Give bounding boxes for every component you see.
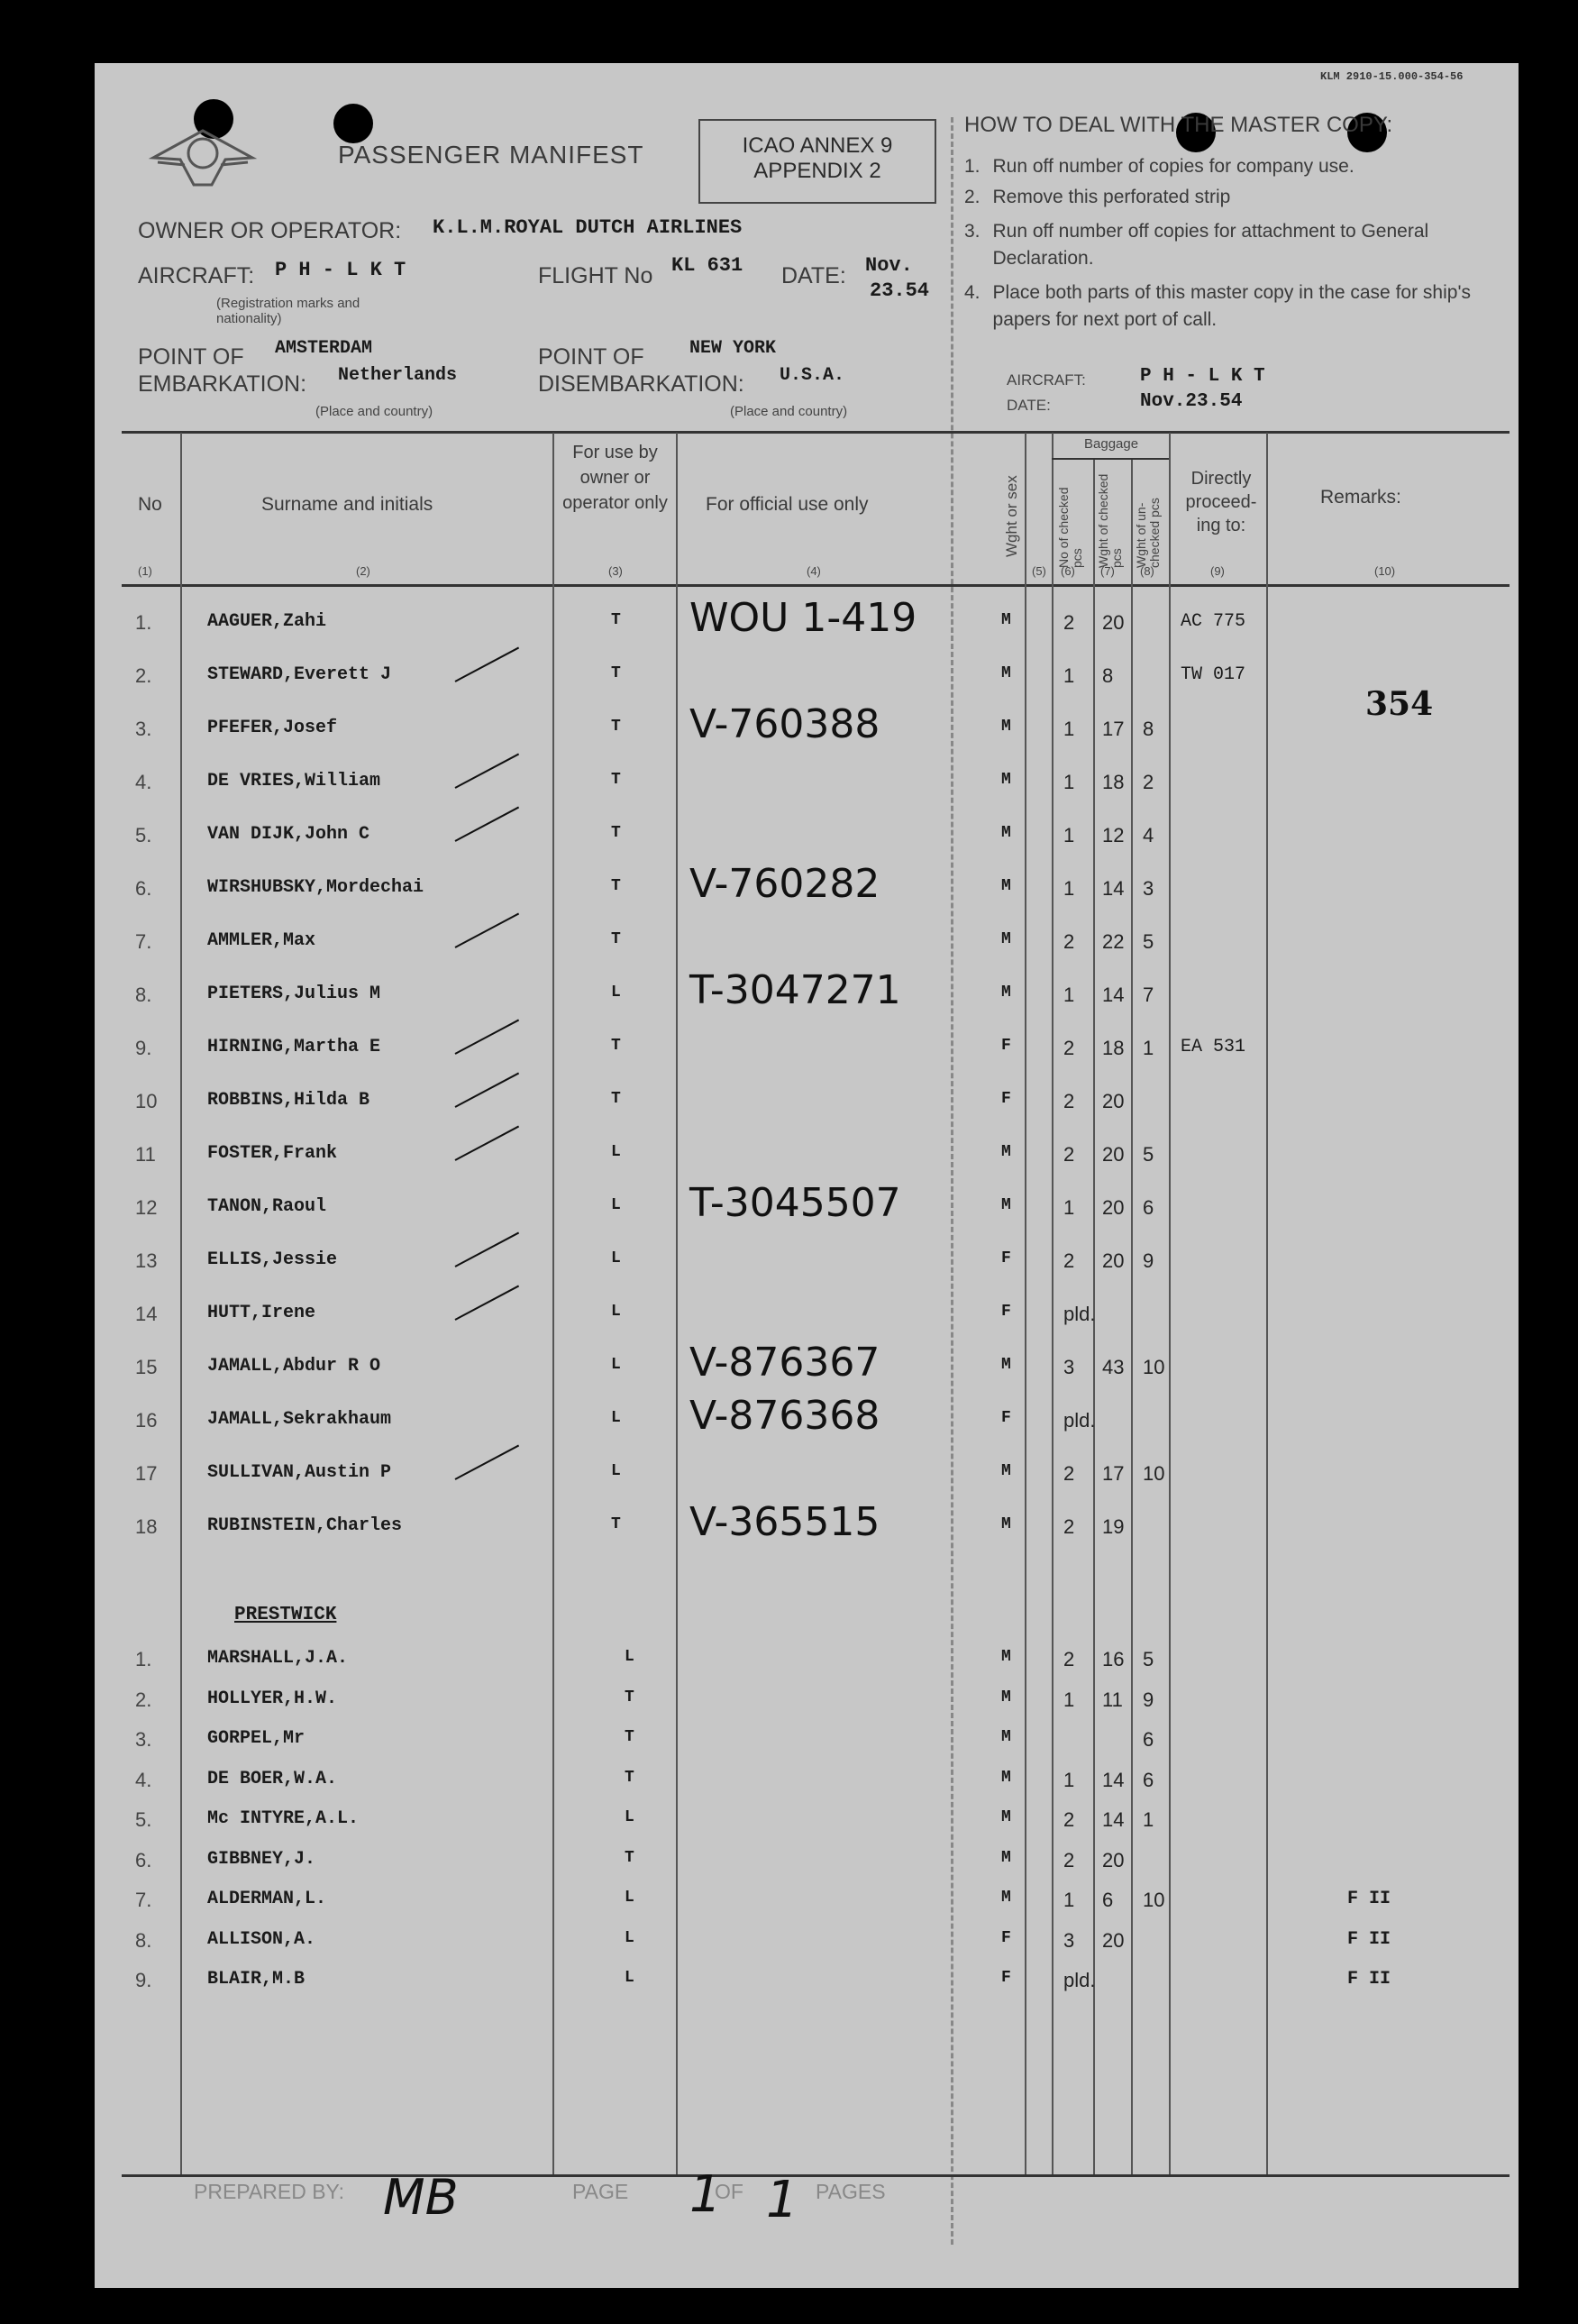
passenger-class: T bbox=[625, 1848, 634, 1867]
checked-weight: 22 bbox=[1102, 930, 1125, 953]
passenger-name: WIRSHUBSKY,Mordechai bbox=[207, 877, 424, 898]
passenger-name: JAMALL,Abdur R O bbox=[207, 1356, 381, 1377]
aircraft-value: P H - L K T bbox=[275, 259, 406, 281]
passenger-sex: M bbox=[1001, 1808, 1011, 1826]
passenger-sex: M bbox=[1001, 1688, 1011, 1706]
row-number: 16 bbox=[135, 1409, 158, 1432]
passenger-sex: M bbox=[1001, 1648, 1011, 1666]
unchecked-weight: 1 bbox=[1143, 1808, 1154, 1831]
row-number: 8. bbox=[135, 1928, 152, 1952]
check-mark-icon bbox=[455, 1286, 520, 1321]
date-label: DATE: bbox=[781, 263, 846, 288]
passenger-name: TANON,Raoul bbox=[207, 1196, 327, 1217]
row-number: 4. bbox=[135, 1768, 152, 1791]
row-number: 5. bbox=[135, 824, 152, 846]
embark-label-1: POINT OF bbox=[138, 344, 244, 370]
proceeding-to: TW 017 bbox=[1181, 664, 1246, 685]
passenger-class: L bbox=[625, 1808, 634, 1826]
unchecked-weight: 8 bbox=[1143, 718, 1154, 740]
checked-weight: 12 bbox=[1102, 824, 1125, 846]
row-number: 1. bbox=[135, 611, 152, 634]
checked-pieces: 1 bbox=[1063, 1196, 1075, 1219]
checked-pieces: 1 bbox=[1063, 664, 1075, 687]
col-checked-pcs: No of checked pcs bbox=[1056, 487, 1084, 568]
passenger-class: L bbox=[625, 1969, 634, 1987]
check-mark-icon bbox=[455, 1126, 520, 1161]
owner-label: OWNER OR OPERATOR: bbox=[138, 218, 402, 243]
passenger-sex: M bbox=[1001, 1462, 1011, 1480]
col-divider bbox=[180, 433, 182, 2174]
passenger-name: GIBBNEY,J. bbox=[207, 1848, 316, 1870]
checked-pieces: 2 bbox=[1063, 1037, 1075, 1059]
disembark-city: NEW YORK bbox=[689, 338, 777, 359]
unchecked-weight: 6 bbox=[1143, 1768, 1154, 1791]
row-number: 8. bbox=[135, 984, 152, 1006]
disembark-country: U.S.A. bbox=[780, 365, 845, 386]
aircraft-note: (Registration marks and nationality) bbox=[216, 296, 360, 326]
passenger-class: T bbox=[611, 771, 621, 789]
instruction-item bbox=[964, 279, 1505, 334]
passenger-class: T bbox=[611, 1090, 621, 1108]
row-number: 2. bbox=[135, 1688, 152, 1711]
row-number: 3. bbox=[135, 718, 152, 740]
checked-pieces: 2 bbox=[1063, 930, 1075, 953]
checked-pieces: 3 bbox=[1063, 1356, 1075, 1378]
col-official: For official use only bbox=[706, 494, 869, 515]
instruction-text: Run off number of copies for company use. bbox=[992, 156, 1355, 177]
passenger-class: L bbox=[611, 1409, 621, 1427]
unchecked-weight: 6 bbox=[1143, 1196, 1154, 1219]
checked-weight: 18 bbox=[1102, 771, 1125, 793]
col-divider bbox=[1266, 433, 1268, 2174]
stamp-number: 354 bbox=[1365, 685, 1434, 723]
checked-weight: 14 bbox=[1102, 1768, 1125, 1791]
remarks-value: F II bbox=[1347, 1889, 1391, 1909]
col-num: (2) bbox=[356, 564, 370, 578]
passenger-class: L bbox=[611, 1196, 621, 1214]
checked-weight: 20 bbox=[1102, 611, 1125, 634]
check-mark-icon bbox=[455, 807, 520, 842]
row-number: 13 bbox=[135, 1249, 158, 1272]
embark-city: AMSTERDAM bbox=[275, 338, 373, 359]
checked-pieces: 3 bbox=[1063, 1928, 1075, 1952]
checked-pieces: 1 bbox=[1063, 877, 1075, 900]
checked-weight: 6 bbox=[1102, 1889, 1114, 1911]
checked-pieces: pld. bbox=[1063, 1969, 1096, 1991]
passenger-class: L bbox=[611, 984, 621, 1002]
unchecked-weight: 7 bbox=[1143, 984, 1154, 1006]
passenger-name: Mc INTYRE,A.L. bbox=[207, 1808, 360, 1829]
passenger-sex: M bbox=[1001, 1889, 1011, 1907]
col-divider bbox=[1025, 433, 1026, 2174]
footer-rule bbox=[122, 2174, 1510, 2177]
checked-weight: 14 bbox=[1102, 877, 1125, 900]
passenger-name: HIRNING,Martha E bbox=[207, 1037, 381, 1057]
passenger-sex: M bbox=[1001, 930, 1011, 948]
col-owner-use: For use by owner or operator only bbox=[562, 443, 668, 513]
instruction-number: 3. bbox=[964, 221, 981, 242]
checked-pieces: 2 bbox=[1063, 1143, 1075, 1166]
instructions-list bbox=[964, 153, 1505, 334]
checked-pieces: 2 bbox=[1063, 1848, 1075, 1871]
checked-weight: 20 bbox=[1102, 1249, 1125, 1272]
passenger-sex: M bbox=[1001, 718, 1011, 736]
passenger-name: ALLISON,A. bbox=[207, 1928, 316, 1950]
passenger-class: L bbox=[611, 1143, 621, 1161]
passenger-sex: F bbox=[1001, 1303, 1011, 1321]
row-number: 17 bbox=[135, 1462, 158, 1485]
instr-aircraft-value: P H - L K T bbox=[1140, 366, 1265, 387]
checked-pieces: 1 bbox=[1063, 771, 1075, 793]
passenger-name: STEWARD,Everett J bbox=[207, 664, 392, 685]
disembark-label-1: POINT OF bbox=[538, 344, 644, 370]
col-no: No bbox=[138, 494, 162, 515]
passenger-name: AAGUER,Zahi bbox=[207, 611, 327, 632]
checked-weight: 43 bbox=[1102, 1356, 1125, 1378]
passenger-sex: F bbox=[1001, 1969, 1011, 1987]
check-mark-icon bbox=[455, 647, 520, 682]
checked-weight: 14 bbox=[1102, 984, 1125, 1006]
unchecked-weight: 5 bbox=[1143, 930, 1154, 953]
instruction-number: 2. bbox=[964, 187, 981, 207]
col-num: (9) bbox=[1210, 564, 1225, 578]
page-value: 1 bbox=[689, 2165, 722, 2224]
checked-pieces: 1 bbox=[1063, 984, 1075, 1006]
col-divider bbox=[1131, 460, 1133, 2174]
row-number: 18 bbox=[135, 1515, 158, 1538]
baggage-rule bbox=[1052, 458, 1169, 460]
passenger-name: ROBBINS,Hilda B bbox=[207, 1090, 370, 1111]
manifest-title: PASSENGER MANIFEST bbox=[338, 141, 644, 169]
checked-pieces: 2 bbox=[1063, 611, 1075, 634]
passenger-sex: M bbox=[1001, 1356, 1011, 1374]
row-number: 14 bbox=[135, 1303, 158, 1325]
embark-country: Netherlands bbox=[338, 365, 458, 386]
official-entry: T-3045507 bbox=[689, 1180, 901, 1226]
checked-weight: 20 bbox=[1102, 1090, 1125, 1112]
checked-pieces: 2 bbox=[1063, 1515, 1075, 1538]
passenger-class: T bbox=[611, 1515, 621, 1533]
instructions-title: HOW TO DEAL WITH THE MASTER COPY: bbox=[964, 113, 1393, 137]
of-label: OF bbox=[715, 2180, 743, 2203]
unchecked-weight: 10 bbox=[1143, 1889, 1165, 1911]
date-value-1: Nov. bbox=[865, 254, 913, 277]
unchecked-weight: 9 bbox=[1143, 1249, 1154, 1272]
passenger-class: L bbox=[625, 1889, 634, 1907]
check-mark-icon bbox=[455, 1232, 520, 1267]
row-number: 6. bbox=[135, 877, 152, 900]
passenger-class: T bbox=[611, 718, 621, 736]
punch-hole bbox=[333, 104, 373, 143]
unchecked-weight: 2 bbox=[1143, 771, 1154, 793]
unchecked-weight: 5 bbox=[1143, 1648, 1154, 1670]
passenger-class: T bbox=[611, 1037, 621, 1055]
passenger-sex: F bbox=[1001, 1037, 1011, 1055]
checked-pieces: pld. bbox=[1063, 1303, 1096, 1325]
passenger-class: L bbox=[611, 1462, 621, 1480]
icao-box bbox=[698, 119, 936, 204]
col-divider bbox=[1052, 433, 1054, 2174]
row-number: 7. bbox=[135, 1889, 152, 1911]
date-value-2: 23.54 bbox=[870, 279, 930, 302]
unchecked-weight: 9 bbox=[1143, 1688, 1154, 1711]
official-entry: WOU 1-419 bbox=[689, 595, 917, 641]
col-checked-wght: Wght of checked pcs bbox=[1096, 473, 1124, 568]
pages-label: PAGES bbox=[816, 2180, 886, 2203]
remarks-value: F II bbox=[1347, 1969, 1391, 1990]
instruction-text: Run off number off copies for attachment to General Declaration. bbox=[992, 221, 1429, 269]
row-number: 1. bbox=[135, 1648, 152, 1670]
checked-weight: 14 bbox=[1102, 1808, 1125, 1831]
instruction-text: Place both parts of this master copy in the case for ship's papers for next port of call. bbox=[992, 282, 1471, 330]
checked-pieces: 2 bbox=[1063, 1462, 1075, 1485]
aircraft-label: AIRCRAFT: bbox=[138, 263, 255, 288]
perforation-line bbox=[951, 117, 953, 2245]
row-number: 7. bbox=[135, 930, 152, 953]
checked-weight: 17 bbox=[1102, 718, 1125, 740]
check-mark-icon bbox=[455, 754, 520, 789]
klm-wings-logo-icon bbox=[144, 113, 261, 194]
instruction-item bbox=[964, 184, 1505, 211]
passenger-name: MARSHALL,J.A. bbox=[207, 1648, 349, 1669]
official-entry: V-365515 bbox=[689, 1499, 880, 1545]
checked-pieces: 2 bbox=[1063, 1090, 1075, 1112]
row-number: 10 bbox=[135, 1090, 158, 1112]
passenger-name: ELLIS,Jessie bbox=[207, 1249, 338, 1270]
unchecked-weight: 4 bbox=[1143, 824, 1154, 846]
col-divider bbox=[552, 433, 554, 2174]
instr-aircraft-label: AIRCRAFT: bbox=[1007, 371, 1086, 389]
passenger-class: T bbox=[625, 1688, 634, 1706]
passenger-sex: F bbox=[1001, 1249, 1011, 1267]
col-num: (3) bbox=[608, 564, 623, 578]
flight-label: FLIGHT No bbox=[538, 263, 653, 288]
passenger-name: FOSTER,Frank bbox=[207, 1143, 338, 1164]
passenger-sex: M bbox=[1001, 1848, 1011, 1867]
passenger-class: T bbox=[611, 611, 621, 629]
disembark-label-2: DISEMBARKATION: bbox=[538, 371, 744, 397]
row-number: 4. bbox=[135, 771, 152, 793]
col-remarks: Remarks: bbox=[1320, 487, 1401, 508]
passenger-name: DE BOER,W.A. bbox=[207, 1768, 338, 1789]
passenger-class: T bbox=[625, 1728, 634, 1746]
of-value: 1 bbox=[766, 2171, 798, 2229]
passenger-name: ALDERMAN,L. bbox=[207, 1889, 327, 1909]
header-top-rule bbox=[122, 431, 1510, 434]
passenger-sex: F bbox=[1001, 1409, 1011, 1427]
col-num: (4) bbox=[807, 564, 821, 578]
check-mark-icon bbox=[455, 1073, 520, 1108]
disembark-place-note: (Place and country) bbox=[730, 404, 848, 419]
owner-value: K.L.M.ROYAL DUTCH AIRLINES bbox=[433, 216, 743, 239]
checked-pieces: pld. bbox=[1063, 1409, 1096, 1432]
checked-pieces: 1 bbox=[1063, 1688, 1075, 1711]
passenger-name: VAN DIJK,John C bbox=[207, 824, 370, 845]
checked-pieces: 2 bbox=[1063, 1648, 1075, 1670]
check-mark-icon bbox=[455, 1020, 520, 1055]
passenger-sex: M bbox=[1001, 824, 1011, 842]
passenger-name: HUTT,Irene bbox=[207, 1303, 316, 1323]
checked-weight: 17 bbox=[1102, 1462, 1125, 1485]
passenger-class: T bbox=[611, 930, 621, 948]
instruction-number: 1. bbox=[964, 156, 981, 177]
passenger-sex: M bbox=[1001, 771, 1011, 789]
passenger-class: L bbox=[625, 1648, 634, 1666]
check-mark-icon bbox=[455, 1445, 520, 1480]
col-num: (8) bbox=[1140, 564, 1154, 578]
instruction-item bbox=[964, 153, 1505, 180]
passenger-name: PIETERS,Julius M bbox=[207, 984, 381, 1004]
unchecked-weight: 3 bbox=[1143, 877, 1154, 900]
checked-pieces: 1 bbox=[1063, 1889, 1075, 1911]
checked-pieces: 1 bbox=[1063, 1768, 1075, 1791]
passenger-sex: M bbox=[1001, 984, 1011, 1002]
row-number: 5. bbox=[135, 1808, 152, 1831]
row-number: 15 bbox=[135, 1356, 158, 1378]
checked-weight: 16 bbox=[1102, 1648, 1125, 1670]
header-bottom-rule bbox=[122, 584, 1510, 587]
passenger-name: PFEFER,Josef bbox=[207, 718, 338, 738]
col-num: (7) bbox=[1100, 564, 1115, 578]
row-number: 11 bbox=[135, 1143, 156, 1166]
col-num: (5) bbox=[1032, 564, 1046, 578]
official-entry: V-760388 bbox=[689, 701, 880, 747]
passenger-sex: M bbox=[1001, 1196, 1011, 1214]
passenger-name: HOLLYER,H.W. bbox=[207, 1688, 338, 1709]
passenger-sex: F bbox=[1001, 1928, 1011, 1947]
unchecked-weight: 5 bbox=[1143, 1143, 1154, 1166]
flight-value: KL 631 bbox=[671, 254, 743, 277]
passenger-sex: M bbox=[1001, 1515, 1011, 1533]
passenger-class: L bbox=[611, 1249, 621, 1267]
embark-label-2: EMBARKATION: bbox=[138, 371, 307, 397]
col-num: (10) bbox=[1374, 564, 1396, 578]
passenger-class: L bbox=[611, 1356, 621, 1374]
passenger-name: GORPEL,Mr bbox=[207, 1728, 306, 1749]
checked-weight: 11 bbox=[1102, 1688, 1123, 1711]
prepared-signature: MB bbox=[383, 2169, 459, 2226]
checked-weight: 20 bbox=[1102, 1196, 1125, 1219]
passenger-sex: M bbox=[1001, 1143, 1011, 1161]
check-mark-icon bbox=[455, 913, 520, 948]
passenger-name: AMMLER,Max bbox=[207, 930, 316, 951]
col-surname: Surname and initials bbox=[261, 494, 433, 515]
icao-line-1: ICAO ANNEX 9 bbox=[742, 133, 893, 158]
col-sex: Wght or sex bbox=[1003, 475, 1020, 557]
passenger-sex: M bbox=[1001, 877, 1011, 895]
page-label: PAGE bbox=[572, 2180, 629, 2203]
row-number: 6. bbox=[135, 1848, 152, 1871]
instr-date-label: DATE: bbox=[1007, 397, 1051, 414]
passenger-name: RUBINSTEIN,Charles bbox=[207, 1515, 403, 1536]
passenger-name: SULLIVAN,Austin P bbox=[207, 1462, 392, 1483]
instruction-text: Remove this perforated strip bbox=[992, 187, 1231, 207]
unchecked-weight: 1 bbox=[1143, 1037, 1154, 1059]
row-number: 3. bbox=[135, 1728, 152, 1751]
instruction-number: 4. bbox=[964, 282, 981, 303]
checked-weight: 8 bbox=[1102, 664, 1114, 687]
unchecked-weight: 10 bbox=[1143, 1356, 1165, 1378]
checked-pieces: 2 bbox=[1063, 1249, 1075, 1272]
passenger-class: L bbox=[611, 1303, 621, 1321]
unchecked-weight: 6 bbox=[1143, 1728, 1154, 1751]
col-num: (1) bbox=[138, 564, 152, 578]
instr-date-value: Nov.23.54 bbox=[1140, 391, 1243, 412]
checked-weight: 20 bbox=[1102, 1143, 1125, 1166]
passenger-name: BLAIR,M.B bbox=[207, 1969, 306, 1990]
passenger-class: T bbox=[611, 664, 621, 682]
form-code: KLM 2910-15.000-354-56 bbox=[1320, 70, 1464, 83]
checked-pieces: 1 bbox=[1063, 718, 1075, 740]
passenger-name: DE VRIES,William bbox=[207, 771, 381, 791]
passenger-sex: F bbox=[1001, 1090, 1011, 1108]
col-unchecked: Wght of un-checked pcs bbox=[1134, 498, 1162, 568]
col-divider bbox=[1169, 433, 1171, 2174]
col-baggage: Baggage bbox=[1084, 436, 1139, 452]
row-number: 2. bbox=[135, 664, 152, 687]
col-num: (6) bbox=[1061, 564, 1075, 578]
checked-pieces: 2 bbox=[1063, 1808, 1075, 1831]
checked-weight: 19 bbox=[1102, 1515, 1125, 1538]
checked-weight: 20 bbox=[1102, 1848, 1125, 1871]
col-proceeding: Directly proceed-ing to: bbox=[1185, 469, 1257, 535]
official-entry: T-3047271 bbox=[689, 967, 901, 1013]
row-number: 12 bbox=[135, 1196, 158, 1219]
icao-line-2: APPENDIX 2 bbox=[753, 159, 881, 183]
remarks-value: F II bbox=[1347, 1928, 1391, 1950]
checked-weight: 18 bbox=[1102, 1037, 1125, 1059]
passenger-class: T bbox=[625, 1768, 634, 1787]
section-heading: PRESTWICK bbox=[234, 1605, 337, 1625]
proceeding-to: AC 775 bbox=[1181, 611, 1246, 632]
official-entry: V-876367 bbox=[689, 1340, 880, 1386]
row-number: 9. bbox=[135, 1969, 152, 1991]
checked-pieces: 1 bbox=[1063, 824, 1075, 846]
passenger-class: T bbox=[611, 877, 621, 895]
proceeding-to: EA 531 bbox=[1181, 1037, 1246, 1057]
col-divider bbox=[676, 433, 678, 2174]
passenger-sex: M bbox=[1001, 1728, 1011, 1746]
passenger-sex: M bbox=[1001, 664, 1011, 682]
checked-weight: 20 bbox=[1102, 1928, 1125, 1952]
manifest-page bbox=[95, 63, 1519, 2288]
row-number: 9. bbox=[135, 1037, 152, 1059]
passenger-name: JAMALL,Sekrakhaum bbox=[207, 1409, 392, 1430]
embark-place-note: (Place and country) bbox=[315, 404, 433, 419]
passenger-class: L bbox=[625, 1928, 634, 1947]
passenger-class: T bbox=[611, 824, 621, 842]
passenger-sex: M bbox=[1001, 611, 1011, 629]
unchecked-weight: 10 bbox=[1143, 1462, 1165, 1485]
instruction-item bbox=[964, 218, 1505, 272]
official-entry: V-876368 bbox=[689, 1393, 880, 1439]
official-entry: V-760282 bbox=[689, 861, 880, 907]
prepared-label: PREPARED BY: bbox=[194, 2180, 345, 2203]
passenger-sex: M bbox=[1001, 1768, 1011, 1787]
